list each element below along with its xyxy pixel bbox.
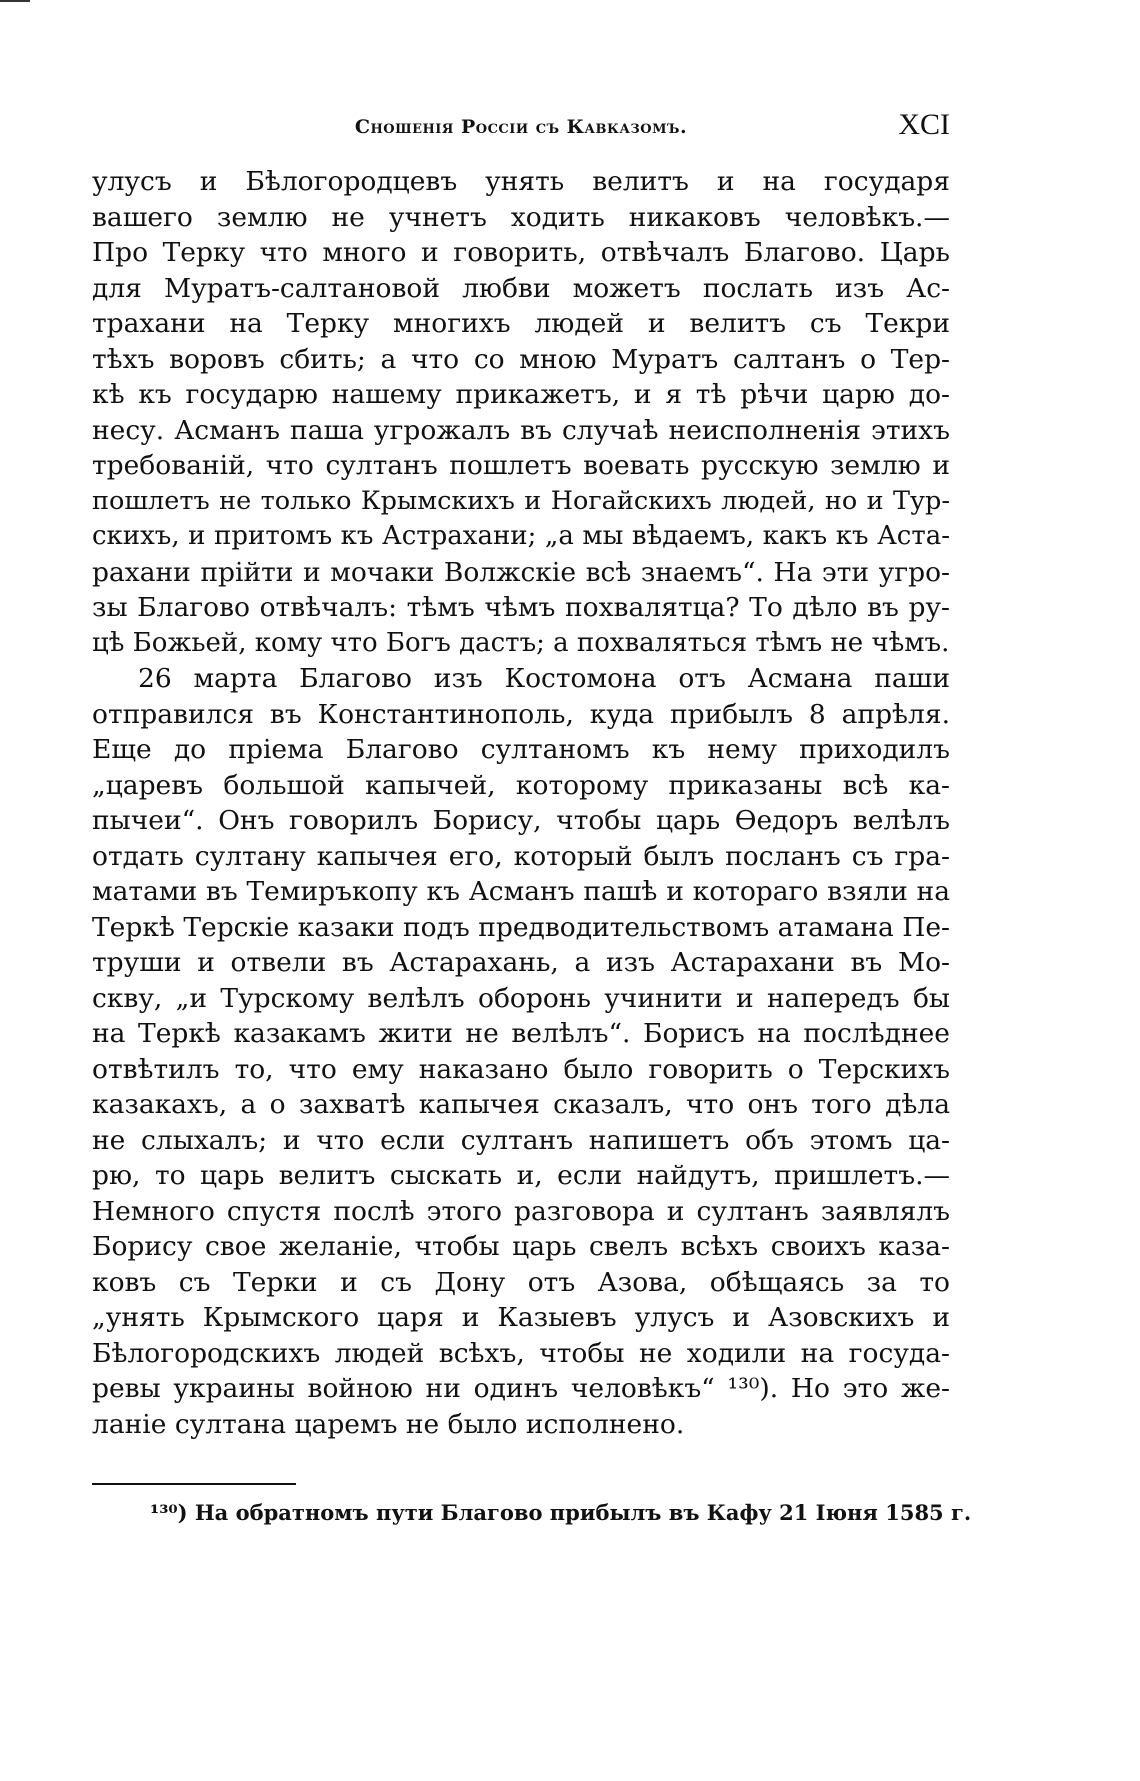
text-line: 26 марта Благово изъ Костомона отъ Асмана паши	[138, 663, 950, 694]
text-line: для Муратъ-салтановой любви можетъ послать изъ Ас-	[92, 272, 950, 304]
text-line: Теркѣ Терскіе казаки подъ предводительствомъ атамана Пе-	[92, 911, 950, 943]
text-line: ланіе султана царемъ не было исполнено.	[92, 1408, 685, 1440]
text-line: Бѣлогородскихъ людей всѣхъ, чтобы не ходили на госуда-	[92, 1337, 950, 1369]
text-line: на Теркѣ казакамъ жити не велѣлъ“. Борисъ на послѣднее	[92, 1018, 950, 1049]
text-line: отвѣтилъ то, что ему наказано было говорить о Терскихъ	[92, 1053, 950, 1085]
footnote-divider	[92, 1483, 296, 1485]
text-line: Борису свое желаніе, чтобы царь свелъ всѣхъ своихъ каза-	[92, 1231, 950, 1262]
text-line: „унять Крымского царя и Казыевъ улусъ и Азовскихъ и	[92, 1302, 950, 1333]
paragraph	[92, 661, 950, 1442]
text-line: цѣ Божьей, кому что Богъ дастъ; а похваляться тѣмъ не чѣмъ.	[92, 627, 950, 658]
text-line: Еще до пріема Благово султаномъ къ нему приходилъ	[92, 734, 950, 765]
text-line: трахани на Терку многихъ людей и велитъ съ Текри	[92, 308, 950, 339]
text-line: Немного спустя послѣ этого разговора и султанъ заявлялъ	[92, 1195, 950, 1227]
text-line: казакахъ, а о захватѣ капычея сказалъ, что онъ того дѣла	[92, 1089, 950, 1120]
text-line: тѣхъ воровъ сбить; а что со мною Муратъ салтанъ о Тер-	[92, 343, 950, 375]
running-title: Сношенія Россіи съ Кавказомъ.	[354, 116, 688, 138]
text-line: пошлетъ не только Крымскихъ и Ногайскихъ людей, но и Тур-	[92, 485, 950, 516]
text-line: „царевъ большой капычей, которому приказаны всѣ ка-	[92, 769, 950, 801]
text-line: кѣ къ государю нашему прикажетъ, и я тѣ рѣчи царю до-	[92, 379, 950, 410]
text-line: ревы украины войною ни одинъ человѣкъ“ ¹³⁰). Но это же-	[92, 1373, 950, 1404]
text-line: рахани прійти и мочаки Волжскіе всѣ знаемъ“. На эти угро-	[92, 556, 950, 588]
text-line: рю, то царь велитъ сыскать и, если найдутъ, пришлетъ.—	[92, 1160, 950, 1191]
text-line: пычеи“. Онъ говорилъ Борису, чтобы царь Ѳедоръ велѣлъ	[92, 805, 950, 836]
text-line: несу. Асманъ паша угрожалъ въ случаѣ неисполненія этихъ	[92, 414, 950, 446]
text-line: отправился въ Константинополь, куда прибылъ 8 апрѣля.	[92, 698, 950, 730]
text-line: требованій, что султанъ пошлетъ воевать русскую землю и	[92, 450, 950, 481]
text-line: зы Благово отвѣчалъ: тѣмъ чѣмъ похвалятца? То дѣло въ ру-	[92, 592, 950, 623]
text-line: труши и отвели въ Астарахань, а изъ Астарахани въ Мо-	[92, 947, 950, 978]
text-line: улусъ и Бѣлогородцевъ унять велитъ и на государя	[92, 166, 950, 197]
paragraph	[92, 164, 950, 661]
text-line: матами въ Темиръкопу къ Асманъ пашѣ и котораго взяли на	[92, 876, 950, 907]
text-line: скву, „и Турскому велѣлъ оборонь учинити и напередъ бы	[92, 982, 950, 1014]
text-line: скихъ, и притомъ къ Астрахани; „а мы вѣдаемъ, какъ къ Аста-	[92, 521, 950, 551]
page-number: XCI	[898, 108, 950, 141]
text-line: Про Терку что много и говорить, отвѣчалъ Благово. Царь	[92, 237, 950, 268]
text-line: не слыхалъ; и что если султанъ напишетъ объ этомъ ца-	[92, 1124, 950, 1156]
scan-corner-mark	[0, 0, 30, 2]
text-line: вашего землю не учнетъ ходить никаковъ человѣкъ.—	[92, 201, 950, 233]
running-header	[92, 108, 950, 148]
text-line: ковъ съ Терки и съ Дону отъ Азова, обѣщаясь за то	[92, 1266, 950, 1298]
body-text	[92, 164, 950, 1442]
footnote: ¹³⁰) На обратномъ пути Благово прибылъ въ Кафу 21 Іюня 1585 г.	[150, 1500, 972, 1525]
text-line: отдать султану капычея его, который былъ посланъ съ гра-	[92, 840, 950, 872]
